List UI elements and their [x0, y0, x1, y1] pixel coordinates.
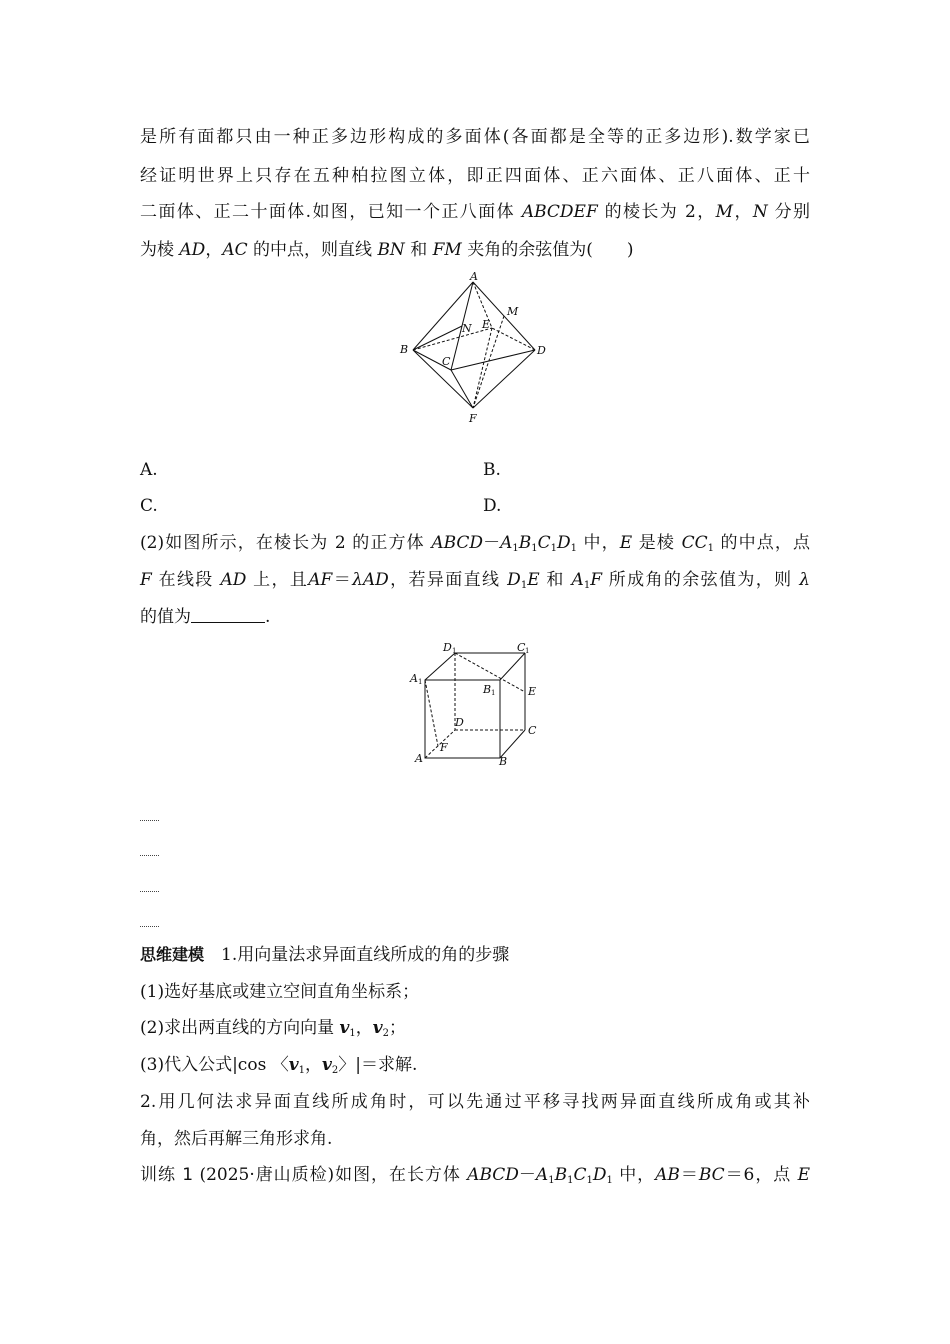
octahedron-label-e: E [482, 318, 491, 331]
octahedron-label-f: F [469, 412, 477, 425]
cube-sub-d1: 1 [452, 647, 457, 655]
summary-step1: (1)选好基底或建立空间直角坐标系； [140, 982, 420, 1002]
problem1-line3: 二面体、正二十面体.如图，已知一个正八面体 ABCDEF 的棱长为 2，M，N 分别 [140, 202, 811, 222]
cube-label-d: D [455, 716, 464, 729]
cube-label-a1: A [410, 672, 418, 685]
dotted-mark [140, 855, 159, 856]
cube-label-b: B [499, 755, 508, 768]
problem1-line1: 是所有面都只由一种正多边形构成的多面体(各面都是全等的正多边形).数学家已 [140, 127, 810, 147]
octahedron-label-b: B [400, 343, 409, 356]
problem1-line4: 为棱 AD，AC 的中点，则直线 BN 和 FM 夹角的余弦值为( ) [140, 240, 634, 260]
octahedron-label-d: D [537, 344, 546, 357]
dotted-mark [140, 820, 159, 821]
summary-point2-line2: 角，然后再解三角形求角. [140, 1129, 333, 1149]
cube-sub-c1: 1 [525, 647, 530, 655]
problem2-line2: F 在线段 AD 上，且AF＝λAD，若异面直线 $D_1E$ 和 $A_1F$ 所成角的余弦值为，则 λ [140, 570, 811, 591]
cube-label-e: E [528, 685, 537, 698]
problem2-line3: 的值为 . [140, 607, 271, 627]
dotted-mark [140, 891, 159, 892]
cube-label-a: A [415, 752, 423, 765]
training-label: 训练 1 [140, 1165, 194, 1185]
octahedron-figure [395, 270, 560, 430]
cube-label-f: F [440, 741, 448, 754]
option-c[interactable]: C. [140, 496, 158, 516]
octahedron-label-c: C [442, 355, 451, 368]
summary-step2: (2)求出两直线的方向向量 $v_1$，$v_2$； [140, 1018, 407, 1039]
octahedron-label-m: M [507, 305, 519, 318]
problem2-line1: (2)如图所示，在棱长为 2 的正方体 $ABCD-A_1B_1C_1D_1$ 中，E 是棱 $CC_1$ 的中点，点 [140, 533, 811, 554]
summary-heading: 思维建模 1.用向量法求异面直线所成的角的步骤 [140, 945, 510, 965]
option-d[interactable]: D. [483, 496, 502, 516]
answer-blank[interactable] [191, 606, 265, 623]
dotted-mark [140, 926, 159, 927]
option-a[interactable]: A. [140, 460, 158, 480]
cube-label-d1: D [443, 641, 452, 654]
cube-sub-a1: 1 [418, 678, 423, 686]
summary-title: 思维建模 [140, 945, 205, 964]
cube-figure [405, 638, 550, 773]
summary-point2-line1: 2.用几何法求异面直线所成角时，可以先通过平移寻找两异面直线所成角或其补 [140, 1092, 810, 1112]
cube-label-c: C [528, 724, 537, 737]
cube-sub-b1: 1 [491, 689, 496, 697]
summary-step3: (3)代入公式|cos 〈$v_1$，$v_2$〉|＝求解. [140, 1055, 418, 1076]
cube-label-c1: C [517, 641, 526, 654]
cube-label-b1: B [483, 683, 492, 696]
option-b[interactable]: B. [483, 460, 501, 480]
problem1-line2: 经证明世界上只存在五种柏拉图立体，即正四面体、正六面体、正八面体、正十 [140, 166, 810, 186]
training-line: 训练 1 (2025·唐山质检)如图，在长方体 $ABCD-A_1B_1C_1D_1$ 中，AB＝BC＝6，点 E [140, 1165, 811, 1186]
octahedron-label-n: N [462, 322, 472, 335]
octahedron-label-a: A [470, 270, 478, 283]
